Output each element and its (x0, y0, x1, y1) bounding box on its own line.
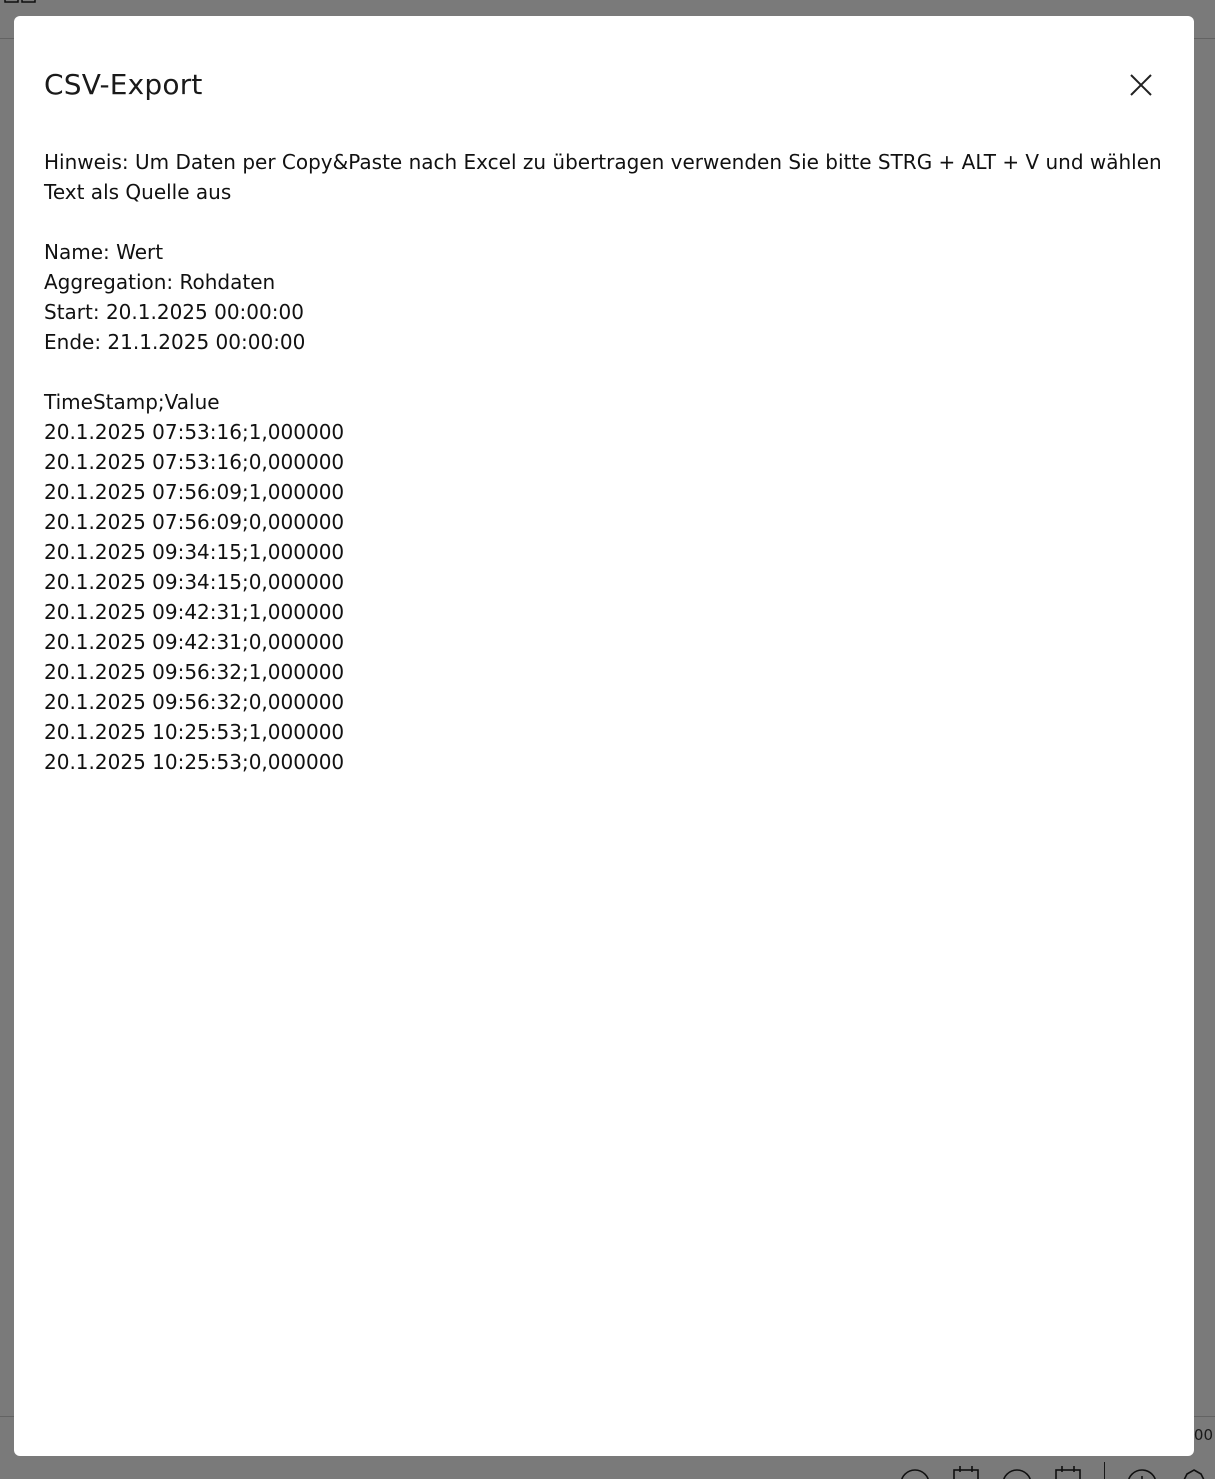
meta-start: Start: 20.1.2025 00:00:00 (44, 300, 304, 324)
csv-row: 20.1.2025 07:53:16;0,000000 (44, 450, 345, 474)
meta-name: Name: Wert (44, 240, 164, 264)
meta-end: Ende: 21.1.2025 00:00:00 (44, 330, 306, 354)
csv-row: 20.1.2025 09:56:32;0,000000 (44, 690, 345, 714)
csv-row: 20.1.2025 09:34:15;1,000000 (44, 540, 345, 564)
csv-row: 20.1.2025 07:56:09;1,000000 (44, 480, 345, 504)
csv-row: 20.1.2025 07:53:16;1,000000 (44, 420, 345, 444)
close-icon (1126, 70, 1156, 100)
csv-export-dialog (14, 16, 1194, 1456)
csv-row: 20.1.2025 09:34:15;0,000000 (44, 570, 345, 594)
csv-row: 20.1.2025 09:56:32;1,000000 (44, 660, 345, 684)
hint-text: Hinweis: Um Daten per Copy&Paste nach Excel zu übertragen verwenden Sie bitte STRG + ALT + V und wählen Text als Quelle aus (44, 150, 1162, 204)
csv-row: 20.1.2025 07:56:09;0,000000 (44, 510, 345, 534)
csv-row: 20.1.2025 10:25:53;1,000000 (44, 720, 345, 744)
meta-aggregation: Aggregation: Rohdaten (44, 270, 276, 294)
export-content (44, 147, 1164, 777)
csv-row: 20.1.2025 09:42:31;0,000000 (44, 630, 345, 654)
dialog-title: CSV-Export (44, 68, 203, 101)
close-button[interactable] (1126, 70, 1156, 100)
csv-row: 20.1.2025 10:25:53;0,000000 (44, 750, 345, 774)
csv-header: TimeStamp;Value (44, 390, 220, 414)
csv-row: 20.1.2025 09:42:31;1,000000 (44, 600, 345, 624)
